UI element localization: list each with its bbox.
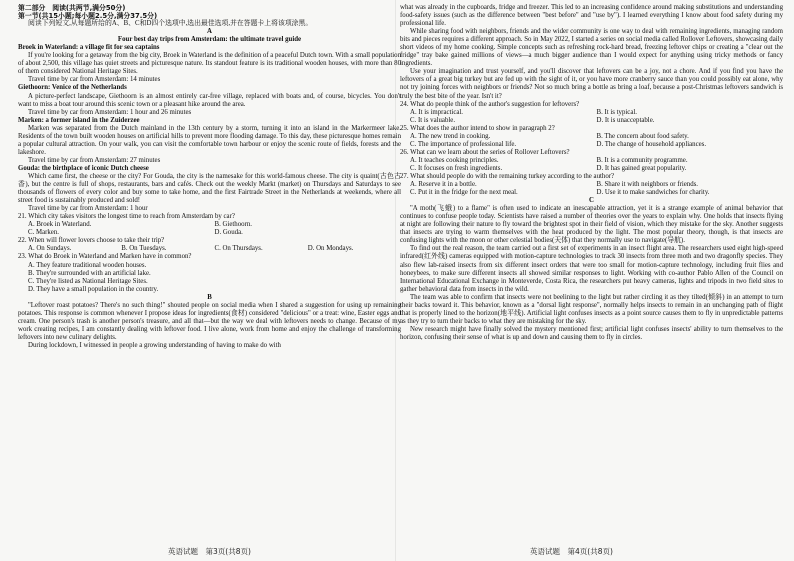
question-24: 24. What do people think of the author's suggestion for leftovers? [400, 100, 580, 108]
q24-option-d: D. It is unacceptable. [596, 116, 655, 124]
q27-option-d: D. Use it to make sandwiches for charity. [596, 189, 710, 197]
q22-option-a: A. On Sundays. [28, 245, 72, 253]
passage-b-paragraph-2-start: During lockdown, I witnessed in people a growing understanding of having to make do with [28, 341, 281, 349]
q24-option-c: C. It is valuable. [410, 116, 456, 124]
section-title: 第二部分 阅读(共两节,满分50分) [18, 4, 126, 12]
q23-option-c-row [18, 278, 401, 286]
q23-option-b-row [18, 270, 401, 278]
q27-option-b: B. Share it with neighbors or friends. [596, 181, 699, 189]
page-footer-left: 英语试题 第3页(共8页) [168, 547, 251, 556]
marken-heading: Marken: a former island in the Zuiderzee [18, 116, 140, 124]
marken-travel-time: Travel time by car from Amsterdam: 27 minutes [28, 156, 161, 164]
question-21: 21. Which city takes visitors the longest time to reach from Amsterdam by car? [18, 213, 235, 221]
q22-option-b: B. On Tuesdays. [121, 245, 167, 253]
passage-c-paragraph-2: To find out the real reason, the team carried out a first set of experiments in an insect flight area. The researchers used eight high-speed infrared(红外线) cameras equipped with motion-capture technologies to track 30 insects from three moth and two dragonfly species. They also flew lab-raised insects from six different insect orders that were too small for motion-capture technology, including fruit flies and honeybees, to make sure different insects all showed similar responses to light. Working with co-author Pablo Allen of the Council on International Educational Exchange in Monteverde, Costa Rica, the researchers put heavy cameras, lights and tripods in two field sites to gather behavioral data from insects in the wild. [400, 245, 783, 293]
q26-option-a: A. It teaches cooking principles. [410, 156, 499, 164]
question-26: 26. What can we learn about the series of Rollover Leftovers? [400, 148, 570, 156]
q21-option-a: A. Broek in Waterland. [28, 221, 92, 229]
question-24-options-row2 [400, 117, 783, 125]
giethoorn-heading: Giethoorn: Venice of the Netherlands [18, 84, 127, 92]
q21-option-c: C. Marken. [28, 229, 59, 237]
question-21-options [18, 221, 401, 229]
broek-travel-time: Travel time by car from Amsterdam: 14 minutes [28, 76, 161, 84]
instruction-text: 阅读下列短文,从每题所给的A、B、C和D四个选项中,选出最佳选项,并在答题卡上将该项涂黑。 [28, 20, 313, 28]
q26-option-b: B. It is a community programme. [596, 156, 688, 164]
question-26-options-row2 [400, 165, 783, 173]
question-23: 23. What do Broek in Waterland and Marken have in common? [18, 253, 192, 261]
question-25-options-row2 [400, 141, 783, 149]
q24-option-a: A. It is impractical. [410, 108, 464, 116]
question-22-options [18, 245, 401, 253]
passage-a-letter: A [207, 28, 212, 36]
passage-b-paragraph-1: "Leftover roast potatoes? There's no such thing!" shouted people on social media when I shared a suggestion for using up remaining potatoes. This response is common whenever I propose ideas for ingredients(食材) considered "delicious" or a treat: wine, Easter eggs and cream. One person's trash is another person's treasure, and all that—but the way we deal with leftovers needs to change. Because of my work creating recipes, I am constantly dealing with leftover food. I live alone, work from home and enjoy the challenge of transforming leftovers into new culinary delights. [18, 301, 401, 341]
q23-option-a-row [18, 262, 401, 270]
part-one-title: 第一节(共15小题;每小题2.5分,满分37.5分) [18, 12, 158, 21]
passage-b-letter: B [207, 293, 212, 301]
q27-option-c: C. Put it in the fridge for the next meal. [410, 189, 518, 197]
q24-option-b: B. It is typical. [596, 108, 637, 116]
q21-option-d: D. Gouda. [214, 229, 243, 237]
question-27: 27. What should people do with the remaining turkey according to the author? [400, 172, 615, 180]
passage-b-paragraph-4: Use your imagination and trust yourself, and you'll discover that leftovers can be a joy, not a chore. And if you find you have the leftovers of a great big turkey but are fed up with the sight of it, or you have more cranberry sauce than you could possibly eat alone, why not try joining forces with neighbors or friends? Not so much bring a bottle as bring a loaf, because a post-Christmas leftovers sandwich is truly the best bite of the year. Isn't it? [400, 68, 783, 100]
gouda-heading: Gouda: the birthplace of iconic Dutch cheese [18, 164, 149, 172]
passage-c-paragraph-4: New research might have finally solved the mystery mentioned first; artificial light confuses insects' ability to turn themselves to the horizon, confusing their sense of what is up and down and causing them to fly in circles. [400, 325, 783, 341]
q23-option-b: B. They're surrounded with an artificial lake. [28, 269, 151, 277]
passage-c-paragraph-3: The team was able to confirm that insects were not beelining to the light but rather circling it as they tilted(倾斜) in an attempt to turn their backs toward it. This behavior, known as a "dorsal light response", normally helps insects to remain in an unchanging path of flight that is properly lined to the horizon(地平线). Artificial light confuses insects as a point source causes them to fly in unpredictable patterns as they try to turn their backs to what they are mistaking for the sky. [400, 293, 783, 325]
question-27-options [400, 181, 783, 189]
q23-option-d-row [18, 286, 401, 294]
q22-option-d: D. On Mondays. [307, 245, 354, 253]
question-25: 25. What does the author intend to show in paragraph 2? [400, 124, 555, 132]
q25-option-d: D. The change of household appliances. [596, 140, 707, 148]
q23-option-a: A. They feature traditional wooden houses. [28, 261, 147, 269]
right-page [400, 4, 783, 541]
broek-text: If you're looking for a getaway from the big city, Broek in Waterland is the definition of a peaceful Dutch town. With a small population of about 2,500, this village has quiet streets and picturesque nature. Its standout feature is its traditional wooden houses, with more than 80 of them considered National Heritage Sites. [18, 52, 401, 76]
q26-option-d: D. It has gained great popularity. [596, 164, 687, 172]
q21-option-b: B. Giethoorn. [214, 221, 252, 229]
question-21-options-row2 [18, 229, 401, 237]
marken-text: Marken was separated from the Dutch mainland in the 13th century by a storm, turning it into an island in the Markermeer lake. Residents of the town built wooden houses on artificial hills to prevent more flooding damage. To this day, these picturesque homes remain a popular cultural attraction. On your walk, you can visit the comfortable town harbour or enjoy the scenic route of fields, forests and the lakeshore. [18, 124, 401, 156]
q23-option-c: C. They're listed as National Heritage Sites. [28, 277, 148, 285]
left-page [18, 4, 401, 541]
passage-b-paragraph-2-cont: what was already in the cupboards, fridge and freezer. This led to an increasing confidence around making substitutions and understanding food-safety issues (such as the difference between "best before" and "use by"). I learned everything I know about food safety during my professional life. [400, 4, 783, 28]
question-27-options-row2 [400, 189, 783, 197]
q25-option-a: A. The new trend in cooking. [410, 132, 491, 140]
question-22: 22. When will flower lovers choose to take their trip? [18, 237, 165, 245]
gouda-text: Which came first, the cheese or the city? For Gouda, the city is the namesake for this world-famous cheese. The city is quaint(古色古香), but the centre is full of shops, restaurants, bars and cafés. Check out the weekly Markt (market) on Thursdays and Saturdays to see thousands of flowers of every color and buy some to take home, and the first Fairtrade Street in the Netherlands at weekends, where all street food is sustainably produced and sold! [18, 172, 401, 205]
question-24-options [400, 109, 783, 117]
q25-option-c: C. The importance of professional life. [410, 140, 517, 148]
q23-option-d: D. They have a small population in the country. [28, 285, 159, 293]
giethoorn-travel-time: Travel time by car from Amsterdam: 1 hour and 26 minutes [28, 108, 192, 116]
passage-a-title: Four best day trips from Amsterdam: the ultimate travel guide [117, 36, 302, 44]
q22-option-c: C. On Thursdays. [214, 245, 263, 253]
broek-heading: Broek in Waterland: a village fit for sea captains [18, 44, 160, 52]
gouda-travel-time: Travel time by car from Amsterdam: 1 hour [28, 205, 148, 213]
q27-option-a: A. Reserve it in a bottle. [410, 181, 477, 189]
page-footer-right: 英语试题 第4页(共8页) [530, 547, 613, 556]
giethoorn-text: A picture-perfect landscape, Giethoorn is an almost entirely car-free village, replaced with boats and, of course, bicycles. You don't want to miss a boat tour around this scenic town or a pleasant hike around the area. [18, 92, 401, 108]
passage-c-paragraph-1: "A moth(飞蛾) to a flame" is often used to indicate an inescapable attraction, yet it is a strange example of animal behavior that continues to confuse people today. Scientists have raised a number of theories over the years to explain why. One holds that insects flying at night are following their nature to fly toward the brightest spot in their field of vision, which they mistake for the sky. Another suggests that insects are trying to warm themselves with the heat produced by the light. The most popular theory, though, is that insects are confusing lights with the moon or other celestial bodies(天体) that they normally use to navigate(导航). [400, 205, 783, 245]
question-26-options [400, 157, 783, 165]
q26-option-c: C. It focuses on fresh ingredients. [410, 164, 503, 172]
question-25-options [400, 133, 783, 141]
q25-option-b: B. The concern about food safety. [596, 132, 689, 140]
passage-c-letter: C [589, 197, 594, 205]
passage-b-paragraph-3: While sharing food with neighbors, friends and the wider community is one way to deal with remaining ingredients, managing random bits and pieces requires a different approach. So in May 2022, I started a series on social media called Rollover Leftovers, showcasing daily short videos of my home cooking. Simple concepts such as refreshing rock-hard bread, freezing leftover chips or creating a "clear out the fridge" tray bake gained millions of views—a much bigger audience than I would expect for anything using tricky methods or fancy ingredients. [400, 28, 783, 68]
